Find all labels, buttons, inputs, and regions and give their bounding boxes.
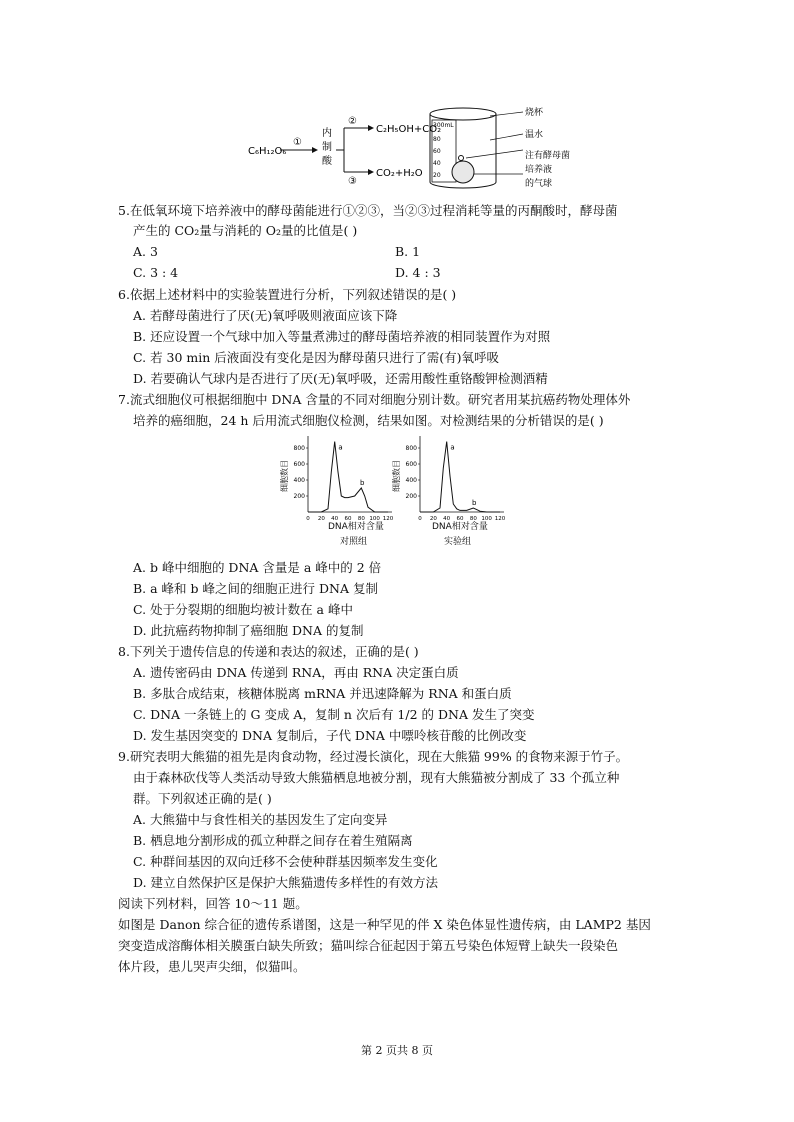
q6-option-c[interactable]: C. 若 30 min 后液面没有变化是因为酵母菌只进行了需(有)氧呼吸	[133, 350, 500, 365]
left-chart-title: 对照组	[340, 537, 368, 547]
left-xtick-label: 40	[331, 516, 339, 522]
left-xtick-label: 20	[317, 516, 325, 522]
q9-option-c[interactable]: C. 种群间基因的双向迁移不会使种群基因频率发生变化	[133, 854, 438, 869]
q6-stem: 6.依据上述材料中的实验装置进行分析，下列叙述错误的是( )	[118, 287, 457, 302]
respiration-diagram	[240, 100, 580, 200]
q7-option-c[interactable]: C. 处于分裂期的细胞均被计数在 a 峰中	[133, 602, 353, 617]
right-chart-title: 实验组	[444, 537, 472, 547]
passage-body-2: 突变造成溶酶体相关膜蛋白缺失所致；猫叫综合征起因于第五号染色体短臂上缺失一段染色	[118, 938, 619, 953]
left-y-axis-label: 细胞数目	[280, 460, 289, 492]
right-xtick-label: 20	[429, 516, 437, 522]
q5-stem-2: 产生的 CO₂量与消耗的 O₂量的比值是( )	[133, 223, 358, 238]
q6-option-b[interactable]: B. 还应设置一个气球中加入等量煮沸过的酵母菌培养液的相同装置作为对照	[133, 329, 551, 344]
q8-option-c[interactable]: C. DNA 一条链上的 G 变成 A，复制 n 次后有 1/2 的 DNA 发生了突变	[133, 707, 535, 722]
glucose-label: C₆H₁₂O₆	[248, 146, 287, 157]
passage-body-3: 体片段，患儿哭声尖细，似猫叫。	[118, 959, 306, 974]
product2-label: C₂H₅OH+CO₂	[376, 124, 442, 135]
left-peak-b-label: b	[360, 479, 365, 487]
product3-label: CO₂+H₂O	[376, 168, 423, 179]
step2-label: ②	[348, 116, 357, 127]
right-peak-b-label: b	[472, 499, 477, 507]
q7-stem-2: 培养的癌细胞，24 h 后用流式细胞仪检测，结果如图。对检测结果的分析错误的是( )	[133, 413, 604, 428]
step1-label: ①	[293, 137, 302, 148]
q5-option-d[interactable]: D. 4 : 3	[395, 265, 441, 280]
right-chart-xlabel: DNA相对含量	[432, 522, 488, 532]
left-xtick-label: 100	[369, 516, 380, 522]
left-ytick-label: 200	[293, 493, 305, 500]
q8-stem: 8.下列关于遗传信息的传递和表达的叙述，正确的是( )	[118, 644, 419, 659]
step3-label: ③	[348, 176, 357, 187]
q7-option-d[interactable]: D. 此抗癌药物抑制了癌细胞 DNA 的复制	[133, 623, 364, 638]
scale-40: 40	[433, 160, 441, 167]
q9-stem-3: 群。下列叙述正确的是( )	[133, 791, 272, 806]
q7-option-b[interactable]: B. a 峰和 b 峰之间的细胞正进行 DNA 复制	[133, 581, 378, 596]
q9-stem-2: 由于森林砍伐等人类活动导致大熊猫栖息地被分割，现有大熊猫被分割成了 33 个孤立种	[133, 770, 620, 785]
right-series-line	[420, 442, 500, 512]
right-xtick-label: 80	[469, 516, 477, 522]
q6-option-a[interactable]: A. 若酵母菌进行了厌(无)氧呼吸则液面应该下降	[133, 308, 398, 323]
left-series-line	[308, 442, 388, 512]
right-xtick-label: 40	[443, 516, 451, 522]
q9-option-d[interactable]: D. 建立自然保护区是保护大熊猫遗传多样性的有效方法	[133, 875, 439, 890]
right-ytick-label: 400	[405, 477, 417, 484]
right-y-axis-label: 细胞数目	[392, 460, 401, 492]
scale-80: 80	[433, 136, 441, 143]
label-warm-water: 温水	[525, 130, 544, 140]
intermediate-2: 制	[322, 142, 332, 153]
left-xtick-label: 120	[382, 516, 394, 522]
intermediate-1: 内	[322, 128, 332, 139]
q5-option-a[interactable]: A. 3	[133, 244, 158, 259]
passage-intro: 阅读下列材料，回答 10～11 题。	[118, 896, 308, 911]
q7-option-a[interactable]: A. b 峰中细胞的 DNA 含量是 a 峰中的 2 倍	[133, 560, 382, 575]
q6-option-d[interactable]: D. 若要确认气球内是否进行了厌(无)氧呼吸，还需用酸性重铬酸钾检测酒精	[133, 371, 548, 386]
left-ytick-label: 400	[293, 477, 305, 484]
q8-option-a[interactable]: A. 遗传密码由 DNA 传递到 RNA，再由 RNA 决定蛋白质	[133, 665, 459, 680]
right-xtick-label: 100	[481, 516, 492, 522]
right-xtick-label: 120	[494, 516, 506, 522]
label-yeast-1: 注有酵母菌	[525, 151, 571, 161]
q9-option-a[interactable]: A. 大熊猫中与食性相关的基因发生了定向变异	[133, 812, 388, 827]
q7-stem-1: 7.流式细胞仪可根据细胞中 DNA 含量的不同对细胞分别计数。研究者用某抗癌药物处理体外	[118, 392, 631, 407]
right-xtick-label: 60	[456, 516, 464, 522]
right-peak-a-label: a	[450, 443, 455, 452]
q9-stem-1: 9.研究表明大熊猫的祖先是肉食动物，经过漫长演化，现在大熊猫 99% 的食物来源于竹子。	[118, 749, 629, 764]
left-ytick-label: 800	[293, 445, 305, 452]
right-ytick-label: 200	[405, 493, 417, 500]
q8-option-d[interactable]: D. 发生基因突变的 DNA 复制后，子代 DNA 中嘌呤核苷酸的比例改变	[133, 728, 527, 743]
right-ytick-label: 800	[405, 445, 417, 452]
scale-60: 60	[433, 148, 441, 155]
page-footer: 第 2 页共 8 页	[361, 1044, 433, 1057]
scale-20: 20	[433, 172, 441, 179]
left-xtick-label: 60	[344, 516, 352, 522]
q5-option-b[interactable]: B. 1	[395, 244, 421, 259]
passage-body-1: 如图是 Danon 综合征的遗传系谱图，这是一种罕见的伴 X 染色体显性遗传病，由 LAMP2 基因	[118, 917, 651, 932]
right-ytick-label: 600	[405, 461, 417, 468]
left-xtick-label: 0	[306, 516, 310, 522]
label-balloon: 的气球	[525, 179, 553, 189]
left-peak-a-label: a	[338, 443, 343, 452]
left-xtick-label: 80	[357, 516, 365, 522]
q5-stem-1: 5.在低氧环境下培养液中的酵母菌能进行①②③，当②③过程消耗等量的丙酮酸时，酵母菌	[118, 203, 618, 218]
right-xtick-label: 0	[418, 516, 422, 522]
q8-option-b[interactable]: B. 多肽合成结束，核糖体脱离 mRNA 并迅速降解为 RNA 和蛋白质	[133, 686, 512, 701]
intermediate-3: 酸	[322, 156, 332, 167]
q9-option-b[interactable]: B. 栖息地分割形成的孤立种群之间存在着生殖隔离	[133, 833, 413, 848]
left-chart-xlabel: DNA相对含量	[328, 522, 384, 532]
left-ytick-label: 600	[293, 461, 305, 468]
label-yeast-2: 培养液	[525, 165, 553, 175]
cylinder-top-label: 300mL	[433, 122, 454, 129]
label-beaker: 烧杯	[525, 108, 544, 118]
q5-option-c[interactable]: C. 3 : 4	[133, 265, 179, 280]
